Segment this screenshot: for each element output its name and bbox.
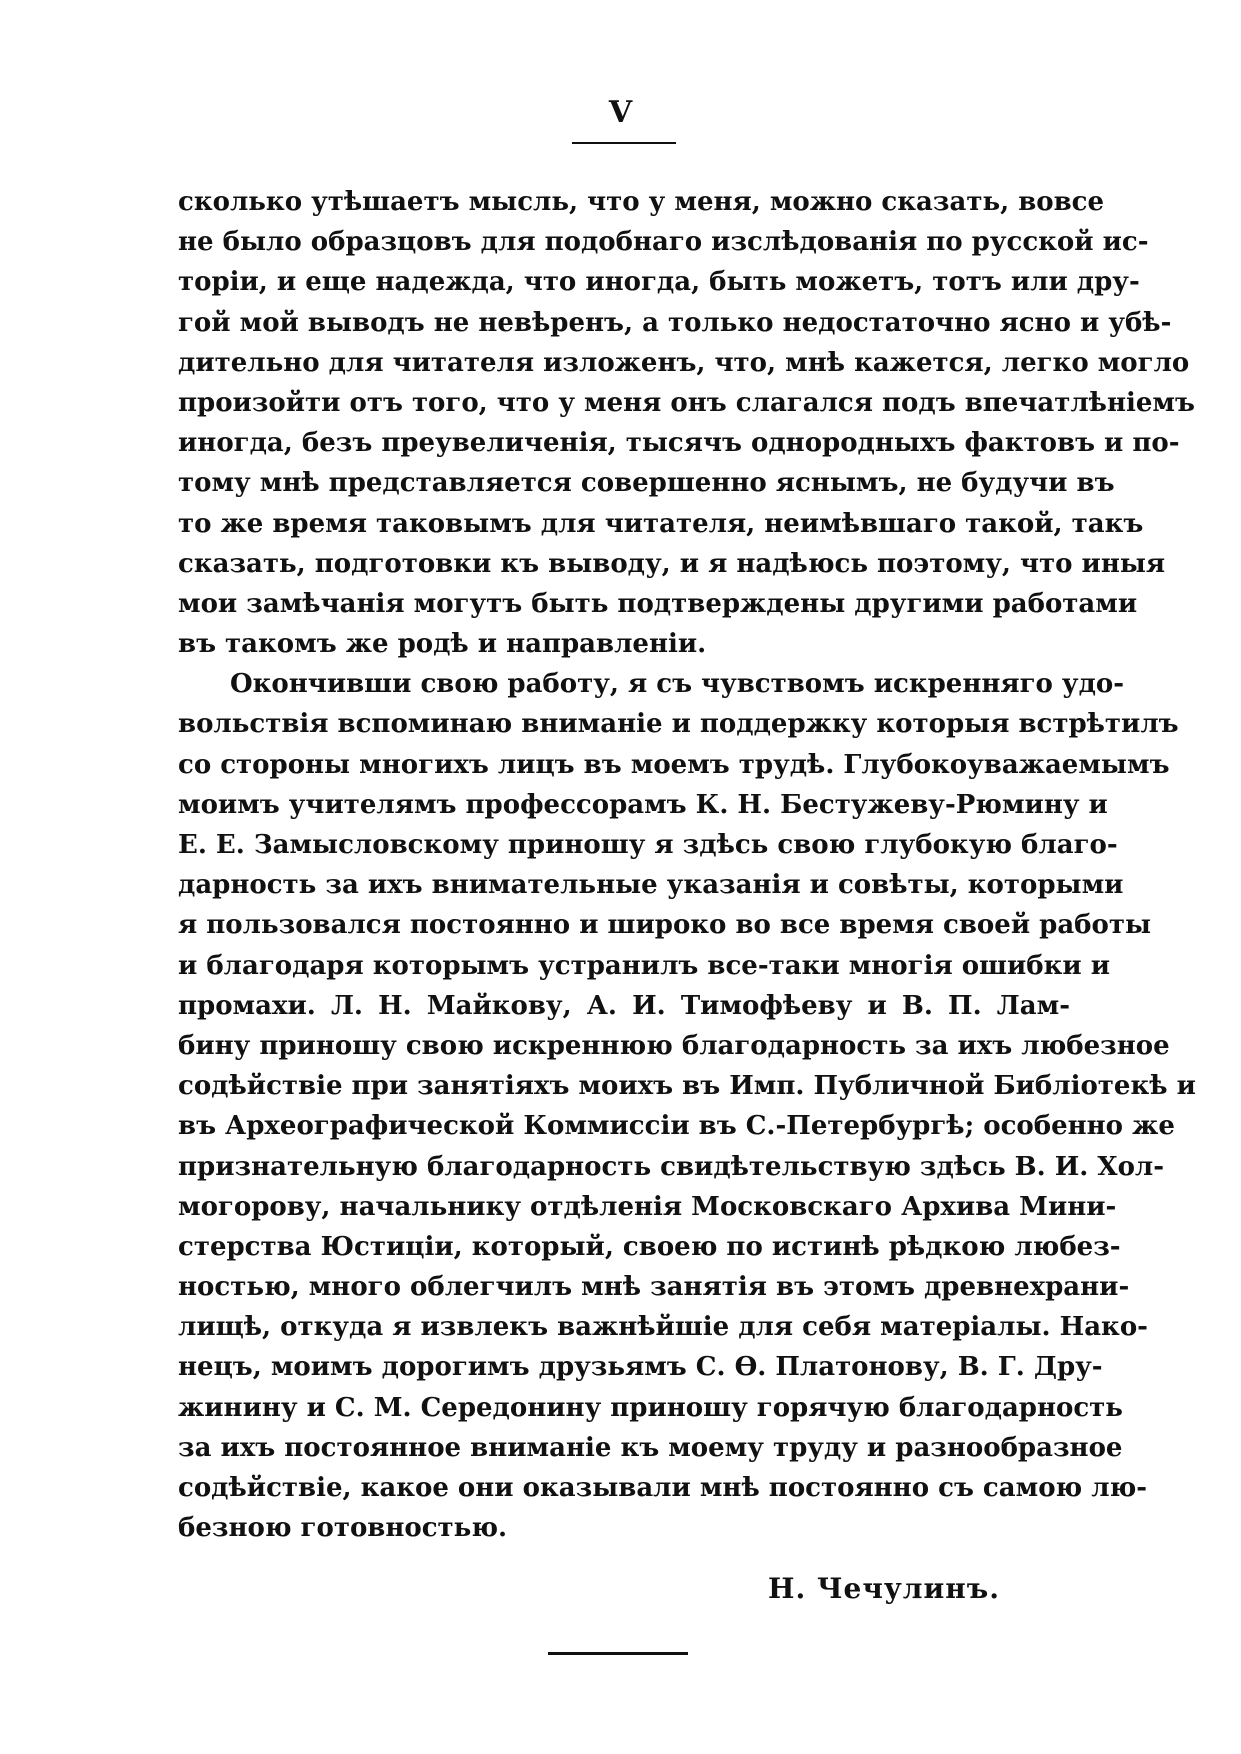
text-line: сколько утѣшаетъ мысль, что у меня, можно сказать, вовсе xyxy=(178,187,1105,217)
text-line: за ихъ постоянное вниманіе къ моему труду и разнообразное xyxy=(178,1432,1123,1463)
text-line: ностью, много облегчилъ мнѣ занятія въ этомъ древнехрани- xyxy=(178,1272,1130,1303)
text-line: не было образцовъ для подобнаго изслѣдованія по русской ис- xyxy=(178,227,1149,258)
text-line: безною готовностью. xyxy=(178,1513,508,1544)
text-line: бину приношу свою искреннюю благодарность за ихъ любезное xyxy=(178,1030,1170,1061)
text-line: произойти отъ того, что у меня онъ слагался подъ впечатлѣніемъ xyxy=(178,387,1195,418)
text-line: иногда, безъ преувеличенія, тысячъ однородныхъ фактовъ и по- xyxy=(178,428,1180,459)
text-line: содѣйствіе при занятіяхъ моихъ въ Имп. Публичной Библіотекѣ и xyxy=(178,1071,1196,1102)
text-line: я пользовался постоянно и широко во все время своей работы xyxy=(178,910,1152,941)
text-line: моимъ учителямъ профессорамъ К. Н. Бестужеву-Рюмину и xyxy=(178,789,1108,820)
text-line: признательную благодарность свидѣтельствую здѣсь В. И. Хол- xyxy=(178,1151,1165,1182)
end-rule xyxy=(548,1652,688,1655)
text-line: и благодаря которымъ устранилъ все-таки многія ошибки и xyxy=(178,950,1111,981)
body-text xyxy=(178,182,1196,1548)
text-line: промахи. Л. Н. Майкову, А. И. Тимофѣеву и В. П. Лам- xyxy=(178,990,1070,1021)
text-line: жинину и С. М. Середонину приношу горячую благодарность xyxy=(178,1392,1123,1423)
text-line: вольствія вспоминаю вниманіе и поддержку которыя встрѣтилъ xyxy=(178,709,1179,740)
text-line: со стороны многихъ лицъ въ моемъ трудѣ. Глубокоуважаемымъ xyxy=(178,749,1170,780)
text-line: сказать, подготовки къ выводу, и я надѣюсь поэтому, что иныя xyxy=(178,548,1166,579)
author-signature: Н. Чечулинъ. xyxy=(768,1572,1000,1605)
text-line: въ такомъ же родѣ и направленіи. xyxy=(178,629,707,660)
text-line: стерства Юстиціи, который, своею по истинѣ рѣдкою любез- xyxy=(178,1231,1121,1262)
text-line: содѣйствіе, какое они оказывали мнѣ постоянно съ самою лю- xyxy=(178,1473,1148,1503)
text-line: то же время таковымъ для читателя, неимѣвшаго такой, такъ xyxy=(178,508,1144,539)
text-line: въ Археографической Коммиссіи въ С.-Петербургѣ; особенно же xyxy=(178,1111,1175,1142)
text-line: лищѣ, откуда я извлекъ важнѣйшіе для себя матеріалы. Нако- xyxy=(178,1312,1148,1343)
text-line: гой мой выводъ не невѣренъ, а только недостаточно ясно и убѣ- xyxy=(178,307,1172,338)
page-number: V xyxy=(608,95,633,130)
page-number-rule xyxy=(572,142,676,144)
text-line: могорову, начальнику отдѣленія Московскаго Архива Мини- xyxy=(178,1191,1117,1222)
text-line: тому мнѣ представляется совершенно яснымъ, не будучи въ xyxy=(178,468,1115,499)
text-line: Е. Е. Замысловскому приношу я здѣсь свою глубокую благо- xyxy=(178,830,1118,860)
text-line: дарность за ихъ внимательные указанія и совѣты, которыми xyxy=(178,870,1124,901)
text-line: торіи, и еще надежда, что иногда, быть можетъ, тотъ или дру- xyxy=(178,267,1140,298)
text-line: нецъ, моимъ дорогимъ друзьямъ С. Ѳ. Платонову, В. Г. Дру- xyxy=(178,1352,1103,1383)
text-line: дительно для читателя изложенъ, что, мнѣ кажется, легко могло xyxy=(178,347,1190,378)
text-line: Окончивши свою работу, я съ чувствомъ искренняго удо- xyxy=(230,669,1125,700)
text-line: мои замѣчанія могутъ быть подтверждены другими работами xyxy=(178,588,1138,619)
